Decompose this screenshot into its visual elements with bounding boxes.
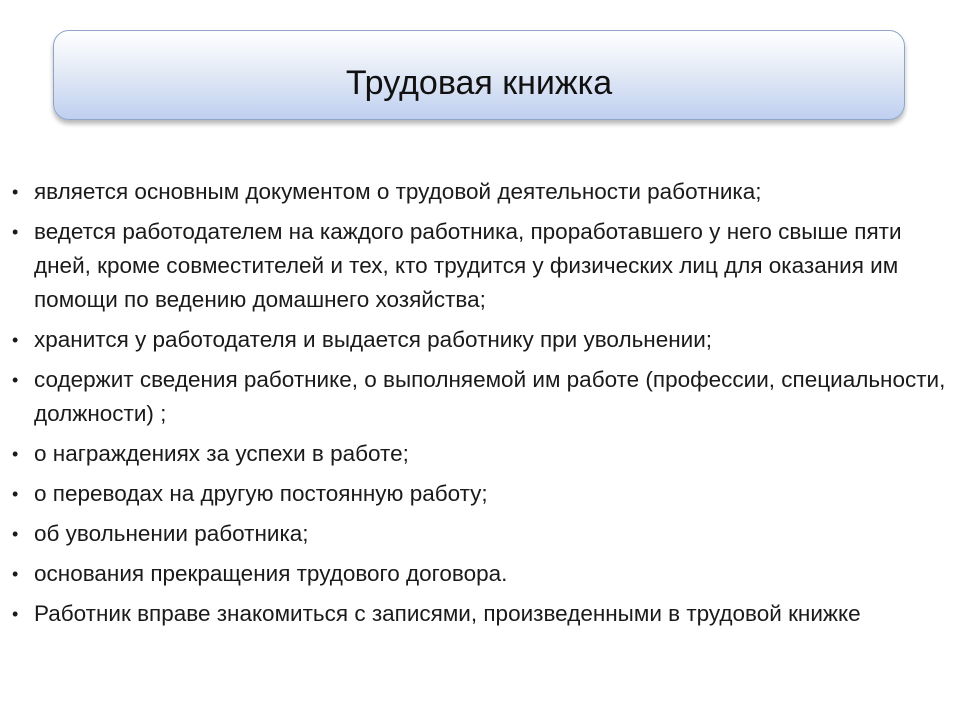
title-box (53, 30, 905, 120)
bullet-item (12, 175, 947, 209)
bullet-dot-icon: • (12, 444, 19, 464)
bullet-text: Работник вправе знакомиться с записями, произведенными в трудовой книжке (34, 601, 861, 626)
bullet-item (12, 363, 947, 431)
bullet-text: хранится у работодателя и выдается работнику при увольнении; (34, 327, 713, 352)
bullet-item (12, 477, 947, 511)
bullet-text: ведется работодателем на каждого работника, проработавшего у него свыше пяти дней, кроме совместителей и тех, кто трудится у физических лиц для оказания им помощи по ведению домашнего хозяйства; (34, 219, 902, 312)
bullet-item (12, 517, 947, 551)
bullet-item (12, 597, 947, 631)
bullet-list (12, 175, 947, 637)
bullet-dot-icon: • (12, 182, 19, 202)
bullet-text: о переводах на другую постоянную работу; (34, 481, 488, 506)
bullet-dot-icon: • (12, 484, 19, 504)
bullet-item (12, 215, 947, 317)
bullet-text: содержит сведения работнике, о выполняемой им работе (профессии, специальности, должности) ; (34, 367, 946, 426)
bullet-text: основания прекращения трудового договора. (34, 561, 508, 586)
bullet-item (12, 437, 947, 471)
bullet-text: является основным документом о трудовой деятельности работника; (34, 179, 762, 204)
bullet-dot-icon: • (12, 604, 19, 624)
bullet-dot-icon: • (12, 330, 19, 350)
bullet-text: о награждениях за успехи в работе; (34, 441, 409, 466)
bullet-dot-icon: • (12, 524, 19, 544)
bullet-item (12, 323, 947, 357)
bullet-item (12, 557, 947, 591)
bullet-dot-icon: • (12, 564, 19, 584)
bullet-dot-icon: • (12, 222, 19, 242)
slide-title: Трудовая книжка (345, 64, 613, 102)
bullet-text: об увольнении работника; (34, 521, 309, 546)
bullet-dot-icon: • (12, 370, 19, 390)
